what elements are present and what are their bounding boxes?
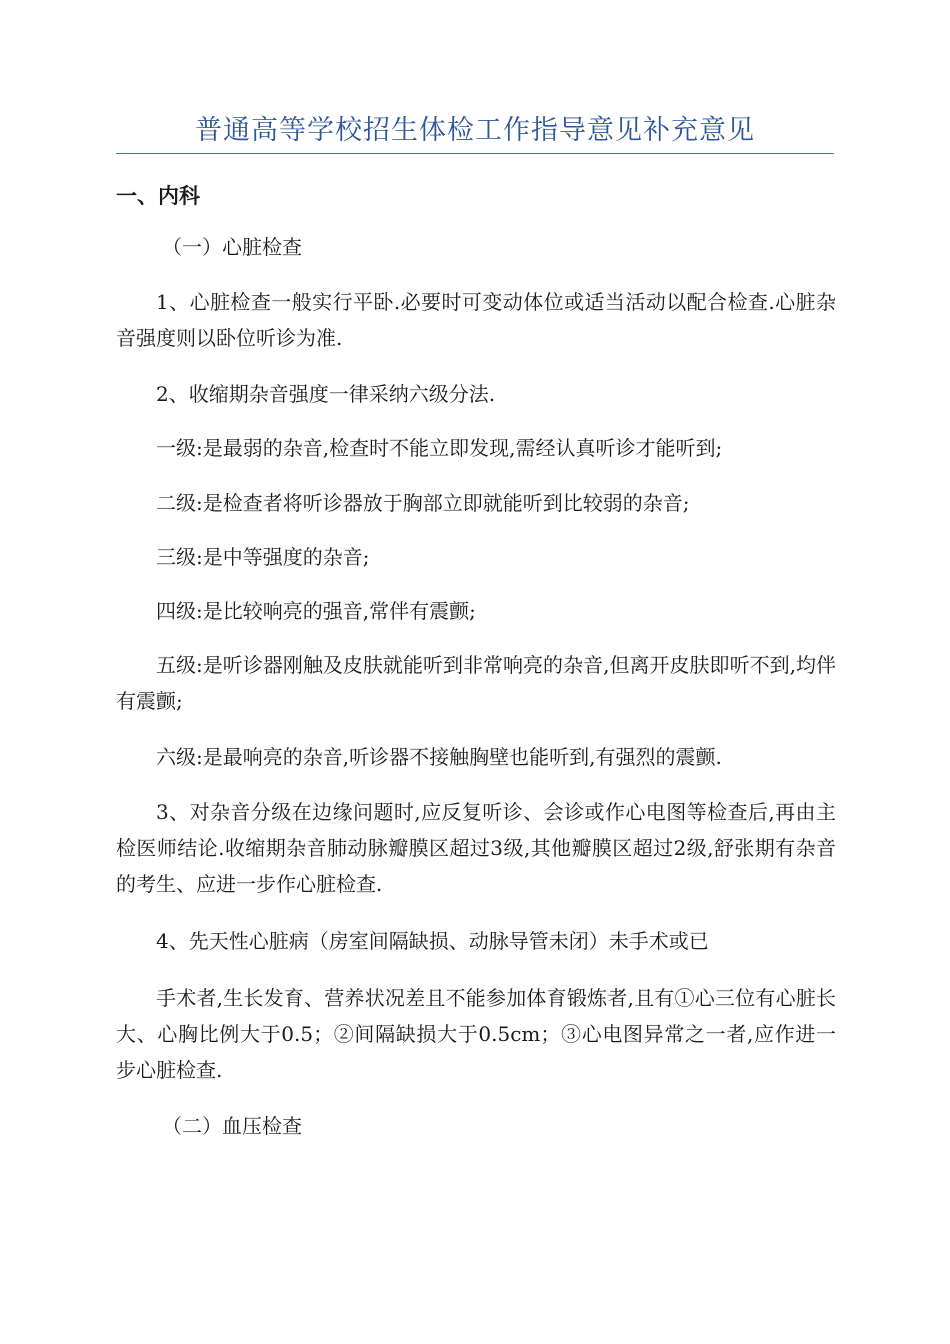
grade-5-text: 五级:是听诊器刚触及皮肤就能听到非常响亮的杂音,但离开皮肤即听不到,均伴有震颤; xyxy=(116,653,836,713)
paragraph-heart-exam-posture: 1、心脏检查一般实行平卧.必要时可变动体位或适当活动以配合检查.心脏杂音强度则以卧位听诊为准. xyxy=(116,290,836,350)
paragraph-borderline-cases: 3、对杂音分级在边缘问题时,应反复听诊、会诊或作心电图等检查后,再由主检医师结论.收缩期杂音肺动脉瓣膜区超过3级,其他瓣膜区超过2级,舒张期有杂音的考生、应进一步作心脏检查. xyxy=(116,800,836,896)
paragraph-congenital-heart: 4、先天性心脏病（房室间隔缺损、动脉导管未闭）未手术或已 xyxy=(156,929,709,953)
section-heading-internal-medicine: 一、内科 xyxy=(116,184,200,208)
paragraph-surgery-criteria: 手术者,生长发育、营养状况差且不能参加体育锻炼者,且有①心三位有心脏长大、心胸比例大于0.5；②间隔缺损大于0.5cm；③心电图异常之一者,应作进一步心脏检查. xyxy=(116,986,836,1082)
grade-6-text: 六级:是最响亮的杂音,听诊器不接触胸壁也能听到,有强烈的震颤. xyxy=(156,745,722,769)
grade-2-text: 二级:是检查者将听诊器放于胸部立即就能听到比较弱的杂音; xyxy=(156,491,690,515)
grade-1-text: 一级:是最弱的杂音,检查时不能立即发现,需经认真听诊才能听到; xyxy=(156,436,723,460)
paragraph-murmur-grading: 2、收缩期杂音强度一律采纳六级分法. xyxy=(156,382,496,406)
grade-4-text: 四级:是比较响亮的强音,常伴有震颤; xyxy=(156,599,476,623)
title-underline xyxy=(116,153,834,154)
document-title: 普通高等学校招生体检工作指导意见补充意见 xyxy=(195,115,755,146)
subsection-heart-exam: （一）心脏检查 xyxy=(162,235,302,259)
subsection-blood-pressure: （二）血压检查 xyxy=(162,1114,302,1138)
grade-3-text: 三级:是中等强度的杂音; xyxy=(156,545,370,569)
